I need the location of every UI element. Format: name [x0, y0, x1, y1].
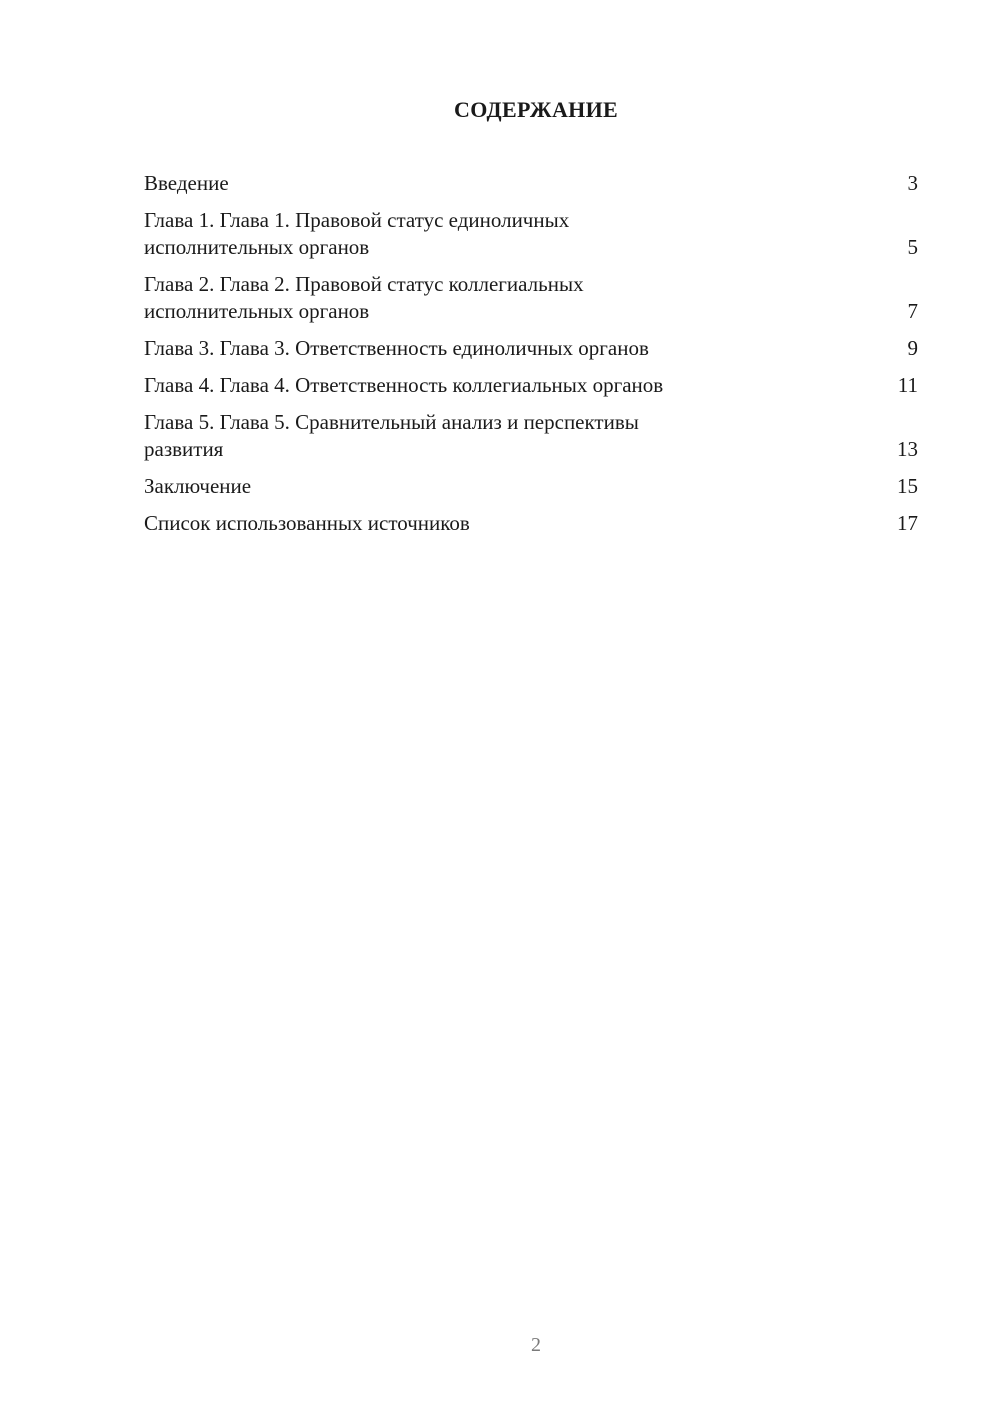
toc-item-text: Список использованных источников — [144, 511, 470, 535]
toc-item-text: Заключение — [144, 474, 252, 498]
page-number: 2 — [531, 1334, 541, 1356]
toc-item-page: 9 — [907, 336, 918, 360]
toc-item-text: Глава 3. Глава 3. Ответственность единоличных органов — [144, 336, 649, 360]
toc-item-chapter-5 — [144, 409, 918, 463]
toc-item-text: Введение — [144, 171, 229, 195]
toc-item-page: 5 — [907, 235, 918, 259]
page-title: СОДЕРЖАНИЕ — [454, 97, 618, 122]
toc-item-text: Глава 2. Глава 2. Правовой статус коллегиальных исполнительных органов — [144, 272, 584, 323]
toc-item-chapter-3 — [144, 335, 918, 362]
toc-item-chapter-4 — [144, 372, 918, 399]
toc-item-text: Глава 4. Глава 4. Ответственность коллегиальных органов — [144, 373, 664, 397]
toc-item-conclusion — [144, 473, 918, 500]
toc-item-introduction — [144, 170, 918, 197]
toc-item-page: 3 — [907, 171, 918, 195]
toc-item-references — [144, 510, 918, 537]
toc-item-text: Глава 5. Глава 5. Сравнительный анализ и перспективы развития — [144, 410, 639, 461]
table-of-contents — [144, 170, 918, 547]
toc-item-text: Глава 1. Глава 1. Правовой статус единоличных исполнительных органов — [144, 208, 570, 259]
toc-item-page: 7 — [907, 299, 918, 323]
toc-item-page: 15 — [897, 474, 918, 498]
toc-item-page: 13 — [897, 437, 918, 461]
toc-item-chapter-1 — [144, 207, 918, 261]
toc-item-chapter-2 — [144, 271, 918, 325]
toc-item-page: 11 — [897, 373, 918, 397]
toc-item-page: 17 — [897, 511, 918, 535]
